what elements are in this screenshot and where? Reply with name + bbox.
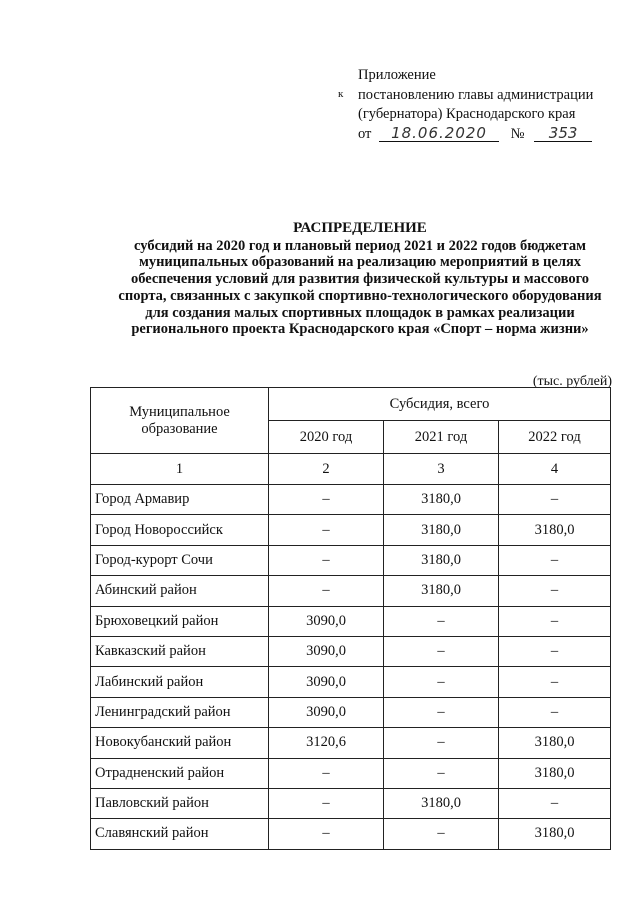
handwritten-date: 18.06.2020 (379, 126, 499, 142)
cell-municipality: Город Армавир (91, 485, 269, 515)
cell-2022: 3180,0 (499, 728, 611, 758)
appendix-k: к (338, 88, 344, 100)
document-title (60, 220, 640, 338)
cell-2021: – (384, 667, 499, 697)
table-row (91, 576, 611, 606)
cell-municipality: Ленинградский район (91, 697, 269, 727)
cell-2021: 3180,0 (384, 515, 499, 545)
cell-municipality: Лабинский район (91, 667, 269, 697)
title-line: спорта, связанных с закупкой спортивно-технологического оборудования (118, 287, 602, 304)
header-year-2022: 2022 год (499, 421, 611, 454)
column-number: 2 (269, 454, 384, 485)
date-prefix: от (358, 125, 372, 142)
cell-2020: – (269, 788, 384, 818)
cell-2021: – (384, 636, 499, 666)
cell-2021: – (384, 758, 499, 788)
units-label: (тыс. рублей) (532, 374, 612, 389)
header-municipality: Муниципальное образование (91, 388, 269, 454)
number-sign: № (510, 125, 525, 142)
cell-2020: – (269, 576, 384, 606)
header-year-2021: 2021 год (384, 421, 499, 454)
cell-municipality: Отрадненский район (91, 758, 269, 788)
header-subsidy: Субсидия, всего (269, 388, 611, 421)
table-row (91, 667, 611, 697)
title-heading: РАСПРЕДЕЛЕНИЕ (293, 220, 427, 236)
table-row (91, 485, 611, 515)
cell-2022: – (499, 606, 611, 636)
title-line: субсидий на 2020 год и плановый период 2021 и 2022 годов бюджетам (134, 237, 586, 254)
cell-2020: – (269, 758, 384, 788)
cell-2020: 3090,0 (269, 606, 384, 636)
cell-2021: – (384, 728, 499, 758)
cell-municipality: Город Новороссийск (91, 515, 269, 545)
cell-municipality: Павловский район (91, 788, 269, 818)
table-row (91, 606, 611, 636)
cell-2022: – (499, 576, 611, 606)
cell-2021: – (384, 819, 499, 849)
cell-2022: 3180,0 (499, 515, 611, 545)
cell-2022: – (499, 697, 611, 727)
cell-municipality: Славянский район (91, 819, 269, 849)
appendix-title: Приложение (358, 67, 436, 83)
cell-municipality: Абинский район (91, 576, 269, 606)
cell-municipality: Брюховецкий район (91, 606, 269, 636)
table-row (91, 545, 611, 575)
title-line: для создания малых спортивных площадок в рамках реализации (145, 304, 575, 321)
appendix-resolution: постановлению главы администрации (358, 86, 594, 103)
title-line: муниципальных образований на реализацию мероприятий в целях (138, 254, 582, 271)
cell-2020: – (269, 819, 384, 849)
cell-2020: – (269, 485, 384, 515)
column-number: 1 (91, 454, 269, 485)
subsidy-table (90, 387, 611, 850)
appendix-authority: (губернатора) Краснодарского края (358, 106, 576, 122)
title-line: регионального проекта Краснодарского края «Спорт – норма жизни» (131, 321, 589, 338)
column-number: 4 (499, 454, 611, 485)
table-row (91, 788, 611, 818)
table-row (91, 636, 611, 666)
cell-2021: 3180,0 (384, 576, 499, 606)
handwritten-number: 353 (534, 126, 592, 142)
cell-2021: 3180,0 (384, 545, 499, 575)
cell-2022: 3180,0 (499, 758, 611, 788)
cell-2022: 3180,0 (499, 819, 611, 849)
header-year-2020: 2020 год (269, 421, 384, 454)
appendix-block (338, 66, 594, 144)
table-row (91, 728, 611, 758)
cell-2020: 3090,0 (269, 667, 384, 697)
cell-2020: 3090,0 (269, 636, 384, 666)
cell-2020: 3120,6 (269, 728, 384, 758)
appendix-date-number (358, 125, 593, 145)
cell-2021: – (384, 606, 499, 636)
cell-2022: – (499, 636, 611, 666)
title-line: обеспечения условий для развития физической культуры и массового (130, 271, 590, 288)
cell-2022: – (499, 545, 611, 575)
cell-2022: – (499, 667, 611, 697)
cell-municipality: Город-курорт Сочи (91, 545, 269, 575)
cell-2022: – (499, 485, 611, 515)
cell-municipality: Новокубанский район (91, 728, 269, 758)
table-row (91, 819, 611, 849)
cell-2020: – (269, 515, 384, 545)
cell-2021: – (384, 697, 499, 727)
table-row (91, 515, 611, 545)
column-number: 3 (384, 454, 499, 485)
table-row (91, 697, 611, 727)
cell-municipality: Кавказский район (91, 636, 269, 666)
table-row (91, 758, 611, 788)
cell-2020: 3090,0 (269, 697, 384, 727)
cell-2022: – (499, 788, 611, 818)
cell-2021: 3180,0 (384, 788, 499, 818)
cell-2020: – (269, 545, 384, 575)
cell-2021: 3180,0 (384, 485, 499, 515)
